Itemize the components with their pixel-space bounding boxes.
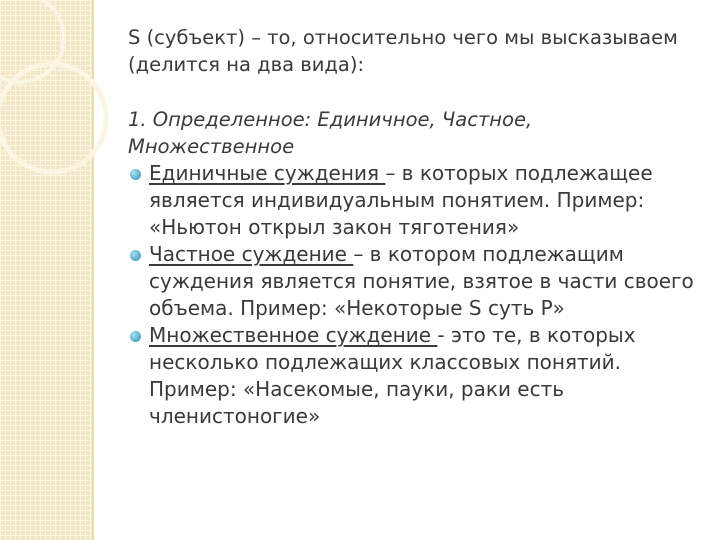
term-singular: Единичные суждения [149,161,386,185]
slide-content [128,24,698,430]
intro-text: S (субъект) – то, относительно чего мы высказываем (делится на два вида): [128,26,678,76]
list-item [128,322,698,430]
term-particular: Частное суждение [149,242,354,266]
definition-singular: – в которых подлежащее является индивидуальным понятием. Пример: «Ньютон открыл закон тяготения» [149,161,653,239]
numbered-heading: 1. Определенное: Единичное, Частное, Множественное [128,108,533,158]
decorative-circles-icon [0,0,140,180]
list-item [128,241,698,322]
term-plural: Множественное суждение [149,323,438,347]
definition-plural: - это те, в которых несколько подлежащих классовых понятий. Пример: «Насекомые, пауки, раки есть членистоногие» [149,323,636,428]
list-item [128,160,698,241]
bullet-icon [130,169,141,180]
definition-particular: – в котором подлежащим суждения является понятие, взятое в части своего объема. Пример: «Некоторые S суть P» [149,242,694,320]
bullet-icon [130,331,141,342]
bullet-icon [130,250,141,261]
bullet-list [128,160,698,430]
